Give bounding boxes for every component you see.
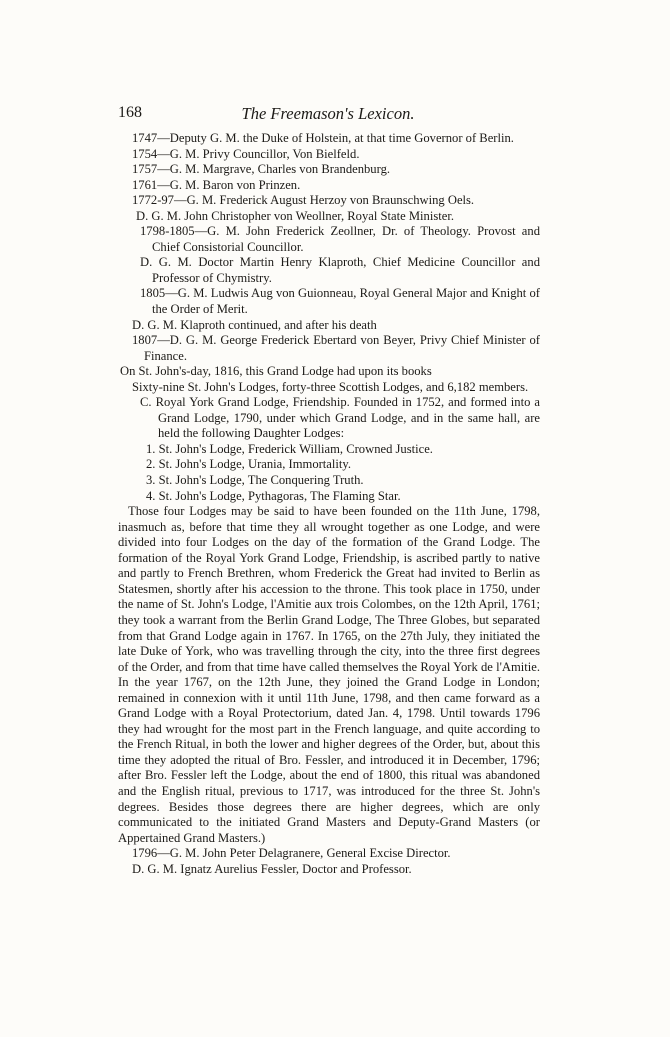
paragraph-history: Those four Lodges may be said to have been founded on the 11th June, 1798, inasmuch as, before that time they all wrought together as one Lodge, and were divided into four Lodges on the day of the formation of the Grand Lodge. The formation of the Royal York Grand Lodge, Friendship, is ascribed partly to native and partly to French Brethren, whom Frederick the Great had invited to Berlin as Statesmen, shortly after his accession to the throne. This took place in 1750, under the name of St. John's Lodge, l'Amitie aux trois Colombes, on the 12th April, 1761; they took a warrant from the Berlin Grand Lodge, The Three Globes, but separated from that Grand Lodge again in 1767. In 1765, on the 27th July, they initiated the late Duke of York, who was travelling through the city, into the three first degrees of the Order, and from that time have called themselves the Royal York de l'Amitie. In the year 1767, on the 12th June, they joined the Grand Lodge in London; remained in connexion with it until 11th June, 1798, and then came forward as a Grand Lodge with a Royal Protectorium, dated Jan. 4, 1798. Until towards 1796 they had wrought for the most part in the French language, and quite according to the French Ritual, in both the lower and higher degrees of the Order, but, about this time they adopted the ritual of Bro. Fessler, and introduced it in December, 1796; after Bro. Fessler left the Lodge, about the end of 1800, this ritual was abandoned and the English ritual, previous to 1717, was introduced for the three St. John's degrees. Besides those degrees there are higher degrees, which are only communicated to the initiated Grand Masters and Deputy-Grand Masters (or Appertained Grand Masters.)	[118, 504, 540, 845]
page-body	[118, 131, 540, 877]
entry-1807: 1807—D. G. M. George Frederick Ebertard von Beyer, Privy Chief Minister of Finance.	[132, 333, 540, 363]
paragraph-sixty-nine: Sixty-nine St. John's Lodges, forty-three Scottish Lodges, and 6,182 members.	[132, 379, 529, 394]
running-title: The Freemason's Lexicon.	[241, 104, 415, 123]
entry-1747: 1747—Deputy G. M. the Duke of Holstein, at that time Governor of Berlin.	[132, 131, 514, 145]
entry-1796: 1796—G. M. John Peter Delagranere, General Excise Director.	[132, 846, 451, 861]
page-number: 168	[118, 104, 142, 121]
entry-1805: 1805—G. M. Ludwis Aug von Guionneau, Royal General Major and Knight of the Order of Merit.	[140, 286, 540, 317]
daughter-lodge-1: 1. St. John's Lodge, Frederick William, Crowned Justice.	[146, 441, 433, 456]
entry-1761: 1761—G. M. Baron von Prinzen.	[132, 177, 301, 192]
paragraph-royal-york: C. Royal York Grand Lodge, Friendship. Founded in 1752, and formed into a Grand Lodge, 1790, under which Grand Lodge, and in the same hall, are held the following Daughter Lodges:	[140, 395, 540, 441]
daughter-lodge-4: 4. St. John's Lodge, Pythagoras, The Flaming Star.	[146, 488, 401, 503]
daughter-lodge-2: 2. St. John's Lodge, Urania, Immortality.	[146, 457, 352, 472]
entry-1754: 1754—G. M. Privy Councillor, Von Bielfeld.	[132, 146, 360, 161]
entry-dgm-fessler: D. G. M. Ignatz Aurelius Fessler, Doctor and Professor.	[132, 861, 412, 876]
entry-1757: 1757—G. M. Margrave, Charles von Brandenburg.	[132, 162, 391, 177]
entry-klaproth-continued: D. G. M. Klaproth continued, and after his death	[132, 317, 377, 332]
entry-1772: 1772-97—G. M. Frederick August Herzoy von Braunschwing Oels.	[132, 193, 475, 208]
entry-1798: 1798-1805—G. M. John Frederick Zeollner, Dr. of Theology. Provost and Chief Consistorial Councillor.	[140, 224, 540, 254]
entry-dgm-klaproth: D. G. M. Doctor Martin Henry Klaproth, Chief Medicine Councillor and Professor of Chymistry.	[140, 255, 540, 285]
daughter-lodge-3: 3. St. John's Lodge, The Conquering Truth.	[146, 473, 364, 488]
entry-dgm-weollner: D. G. M. John Christopher von Weollner, Royal State Minister.	[136, 208, 454, 223]
page-header	[118, 104, 538, 126]
paragraph-st-johns-day: On St. John's-day, 1816, this Grand Lodge had upon its books	[120, 364, 432, 379]
